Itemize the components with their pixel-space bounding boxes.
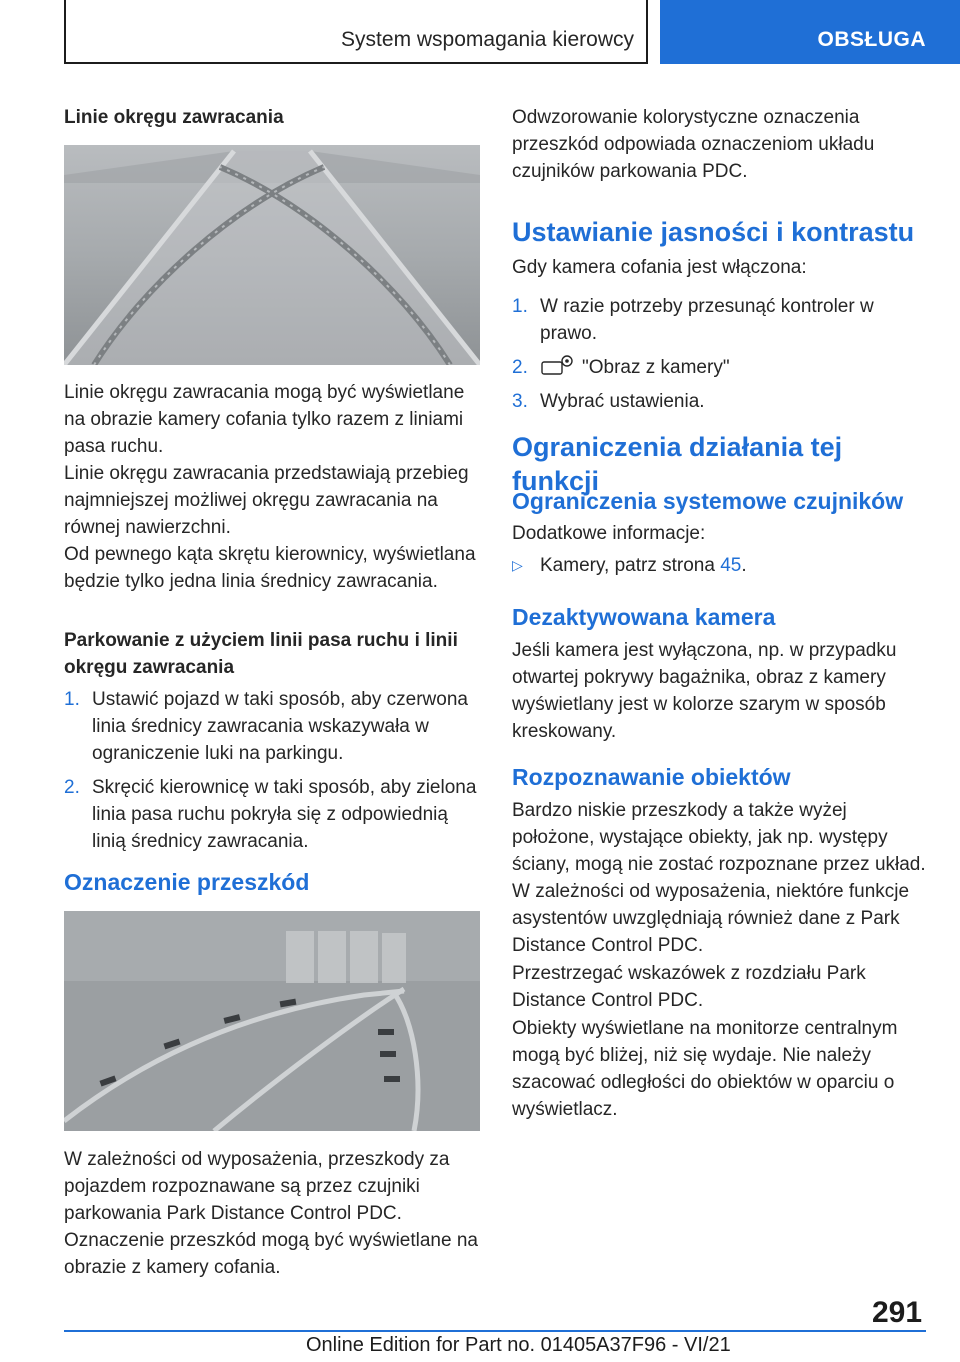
deactivated-camera-heading: Dezaktywowana kamera <box>512 604 776 630</box>
detection-paragraph-2: W zależności od wyposażenia, niektóre funkcje asystentów uwzględniają również dane z Park Distance Control PDC. <box>512 881 910 956</box>
step-number: 2. <box>512 357 528 378</box>
step-number: 2. <box>64 777 80 798</box>
obstacle-marker <box>286 931 314 983</box>
brightness-intro: Gdy kamera cofania jest włączona: <box>512 257 807 278</box>
sensor-limits-heading: Ograniczenia systemowe czujników <box>512 488 904 514</box>
turning-paragraph-3: Od pewnego kąta skrętu kierownicy, wyświetlana będzie tylko jedna linia średnicy zawracania. <box>64 544 476 592</box>
section-title: System wspomagania kierowcy <box>341 28 634 51</box>
edition-footer: Online Edition for Part no. 01405A37F96 - VI/21 <box>306 1334 731 1356</box>
obstacle-marker <box>382 933 406 983</box>
page-number: 291 <box>872 1296 923 1329</box>
detection-paragraph-4: Obiekty wyświetlane na monitorze centralnym mogą być bliżej, niż się wydaje. Nie należy szacować odległości do obiektów w oparciu o wyświetlacz. <box>512 1018 898 1120</box>
brightness-steps-list <box>512 293 928 415</box>
step-text: Skręcić kierownicę w taki sposób, aby zielona linia pasa ruchu pokryła się z odpowiednią linią średnicy zawracania. <box>92 777 477 852</box>
obstacle-marking-figure <box>64 911 480 1131</box>
detection-paragraph-1: Bardzo niskie przeszkody a także wyżej położone, wystające obiekty, jak np. występy ściany, mogą nie zostać rozpoznane przez układ. <box>512 800 926 875</box>
obstacle-marker <box>350 931 378 983</box>
chapter-tab-label: OBSŁUGA <box>817 28 926 51</box>
obstacle-marker <box>318 931 346 983</box>
list-item: ▷ Kamery, patrz strona 45. <box>512 552 928 579</box>
step-text <box>540 354 928 381</box>
step-number: 3. <box>512 391 528 412</box>
step-number: 1. <box>64 689 80 710</box>
page-link[interactable]: 45 <box>720 555 742 576</box>
step-text: W razie potrzeby przesunąć kontroler w prawo. <box>540 296 874 344</box>
list-item <box>64 774 480 855</box>
deactivated-camera-paragraph: Jeśli kamera jest wyłączona, np. w przypadku otwartej pokrywy bagażnika, obraz z kamery wyświetlany jest w kolorze szarym w sposób kreskowany. <box>512 640 897 742</box>
step-number: 1. <box>512 296 528 317</box>
sensor-intro: Dodatkowe informacje: <box>512 523 706 544</box>
obstacle-heading: Oznaczenie przeszkód <box>64 869 310 895</box>
chapter-tab[interactable] <box>660 0 960 64</box>
step-text: Ustawić pojazd w taki sposób, aby czerwona linia średnicy zawracania wskazywała w ograniczenie luki na parkingu. <box>92 689 468 764</box>
brightness-heading: Ustawianie jasności i kontrastu <box>512 217 915 247</box>
header-bar <box>64 0 648 64</box>
parking-steps-list <box>64 686 480 855</box>
obstacle-paragraph-1: W zależności od wyposażenia, przeszkody za pojazdem rozpoznawane są przez czujniki parkowania Park Distance Control PDC. <box>64 1149 450 1224</box>
list-item <box>512 388 928 415</box>
camera-settings-icon <box>540 354 576 376</box>
list-item <box>64 686 480 767</box>
parking-heading: Parkowanie z użyciem linii pasa ruchu i linii okręgu zawracania <box>64 630 458 678</box>
footer-rule <box>64 1330 926 1332</box>
list-item <box>512 354 928 381</box>
triangle-bullet-icon: ▷ <box>512 557 523 573</box>
turning-heading: Linie okręgu zawracania <box>64 107 284 128</box>
detection-paragraph-3: Przestrzegać wskazówek z rozdziału Park Distance Control PDC. <box>512 963 866 1011</box>
sensor-item-text: Kamery, patrz strona <box>540 555 721 576</box>
turning-paragraph-1: Linie okręgu zawracania mogą być wyświetlane na obrazie kamery cofania tylko razem z liniami pasa ruchu. <box>64 382 465 457</box>
list-item <box>512 293 928 347</box>
turning-paragraph-2: Linie okręgu zawracania przedstawiają przebieg najmniejszej możliwej okręgu zawracania na równej nawierzchni. <box>64 463 469 538</box>
obstacle-paragraph-2: Oznaczenie przeszkód mogą być wyświetlane na obrazie z kamery cofania. <box>64 1230 478 1278</box>
turning-circle-figure <box>64 145 480 365</box>
limits-heading: Ograniczenia działania tej funkcji <box>512 432 843 496</box>
camera-image-menu-label: "Obraz z kamery" <box>582 357 730 378</box>
object-detection-heading: Rozpoznawanie obiektów <box>512 764 791 790</box>
color-paragraph: Odwzorowanie kolorystyczne oznaczenia przeszkód odpowiada oznaczeniom układu czujników parkowania PDC. <box>512 107 875 182</box>
step-text: Wybrać ustawienia. <box>540 391 705 412</box>
